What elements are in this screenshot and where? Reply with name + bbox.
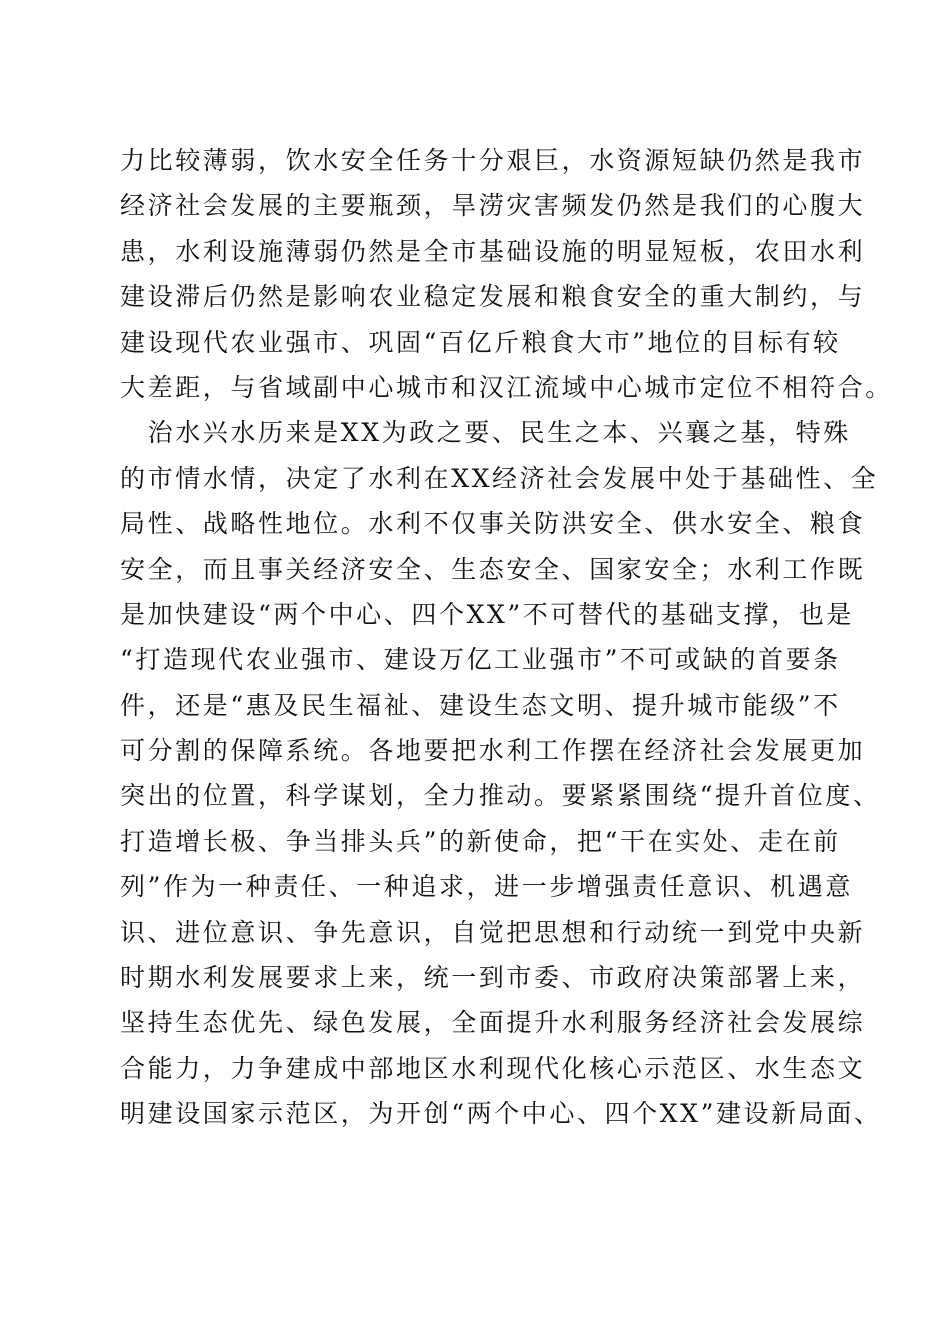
text-line: 治水兴水历来是XX为政之要、民生之本、兴襄之基，特殊: [120, 418, 851, 448]
text-line: 安全，而且事关经济安全、生态安全、国家安全；水利工作既: [120, 554, 866, 584]
text-line: “打造现代农业强市、建设万亿工业强市”不可或缺的首要条: [120, 645, 841, 675]
text-line: 大差距，与省域副中心城市和汉江流域中心城市定位不相符合。: [120, 372, 893, 402]
text-line: 建设现代农业强市、巩固“百亿斤粮食大市”地位的目标有较: [120, 327, 841, 357]
text-line: 是加快建设“两个中心、四个XX”不可替代的基础支撑，也是: [120, 599, 854, 629]
text-line: 患，水利设施薄弱仍然是全市基础设施的明显短板，农田水利: [120, 236, 866, 266]
text-line: 力比较薄弱，饮水安全任务十分艰巨，水资源短缺仍然是我市: [120, 146, 866, 175]
text-line: 识、进位意识、争先意识，自觉把思想和行动统一到党中央新: [120, 917, 866, 947]
text-line: 件，还是“惠及民生福祉、建设生态文明、提升城市能级”不: [120, 690, 841, 720]
text-line: 建设滞后仍然是影响农业稳定发展和粮食安全的重大制约，与: [120, 282, 866, 312]
text-line: 局性、战略性地位。水利不仅事关防洪安全、供水安全、粮食: [120, 509, 866, 539]
text-line: 明建设国家示范区，为开创“两个中心、四个XX”建设新局面、: [120, 1099, 882, 1129]
text-line: 合能力，力争建成中部地区水利现代化核心示范区、水生态文: [120, 1053, 866, 1083]
text-line: 坚持生态优先、绿色发展，全面提升水利服务经济社会发展综: [120, 1008, 866, 1038]
text-line: 打造增长极、争当排头兵”的新使命，把“干在实处、走在前: [120, 826, 841, 856]
body-text: [120, 138, 893, 1137]
text-line: 列”作为一种责任、一种追求，进一步增强责任意识、机遇意: [120, 872, 853, 902]
text-line: 可分割的保障系统。各地要把水利工作摆在经济社会发展更加: [120, 736, 866, 766]
text-line: 的市情水情，决定了水利在XX经济社会发展中处于基础性、全: [120, 463, 879, 493]
text-line: 经济社会发展的主要瓶颈，旱涝灾害频发仍然是我们的心腹大: [120, 191, 866, 221]
text-line: 突出的位置，科学谋划，全力推动。要紧紧围绕“提升首位度、: [120, 781, 881, 811]
text-line: 时期水利发展要求上来，统一到市委、市政府决策部署上来，: [120, 963, 866, 993]
